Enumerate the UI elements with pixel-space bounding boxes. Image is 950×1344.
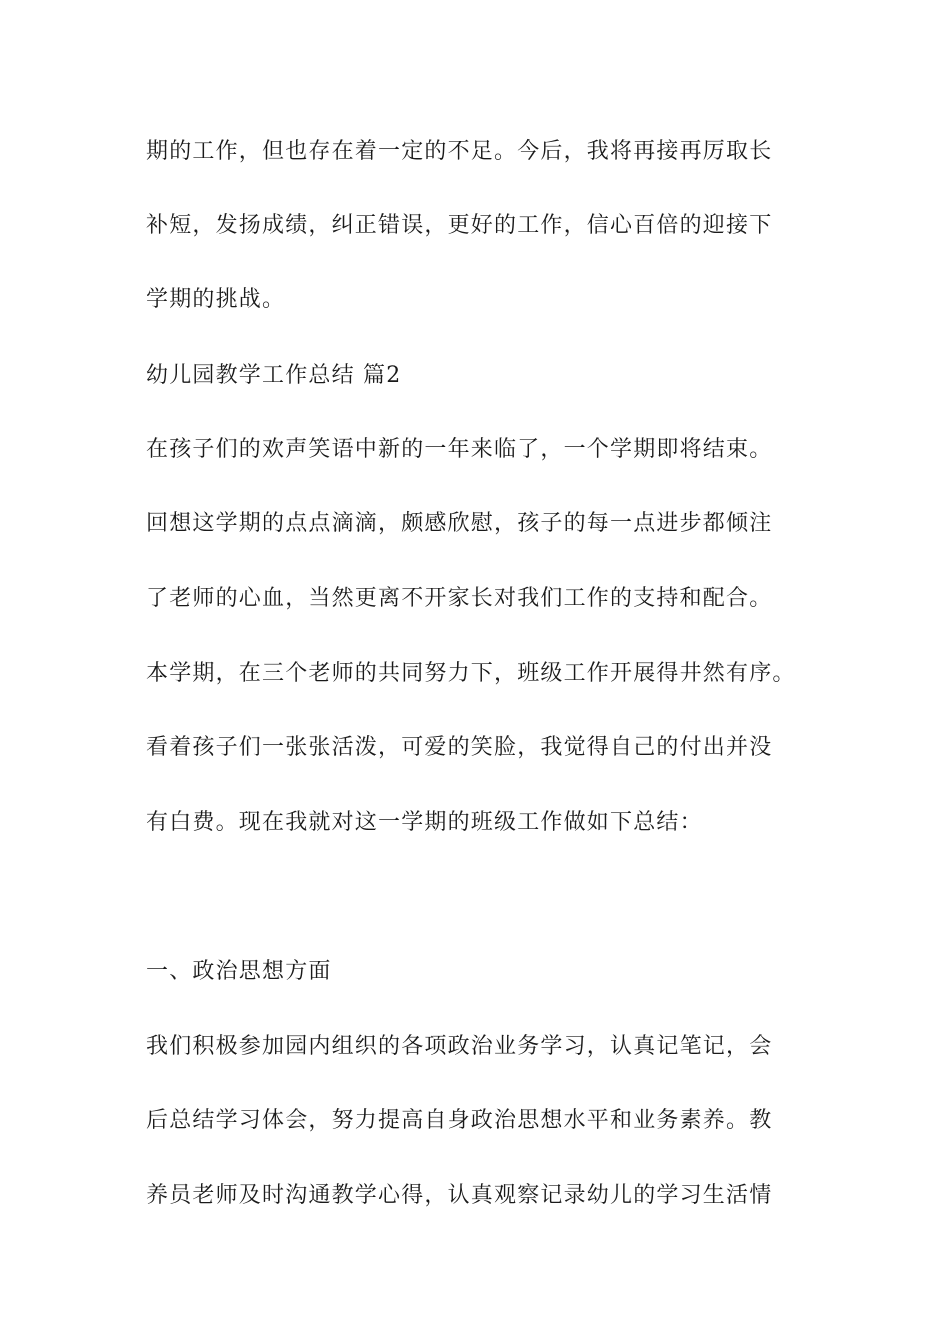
paragraph-line: 在孩子们的欢声笑语中新的一年来临了，一个学期即将结束。	[146, 437, 773, 462]
paragraph-line: 本学期，在三个老师的共同努力下，班级工作开展得井然有序。	[146, 661, 796, 686]
paragraph-line: 补短，发扬成绩，纠正错误，更好的工作，信心百倍的迎接下	[146, 213, 773, 238]
paragraph-line: 我们积极参加园内组织的各项政治业务学习，认真记笔记，会	[146, 1034, 773, 1059]
section-heading: 幼儿园教学工作总结 篇2	[146, 363, 402, 388]
paragraph-line: 后总结学习体会，努力提高自身政治思想水平和业务素养。教	[146, 1108, 773, 1133]
paragraph-line: 学期的挑战。	[146, 287, 286, 312]
paragraph-line: 回想这学期的点点滴滴，颇感欣慰，孩子的每一点进步都倾注	[146, 511, 773, 536]
paragraph-line: 了老师的心血，当然更离不开家长对我们工作的支持和配合。	[146, 586, 773, 611]
paragraph-line: 期的工作，但也存在着一定的不足。今后，我将再接再厉取长	[146, 139, 773, 164]
paragraph-line: 养员老师及时沟通教学心得，认真观察记录幼儿的学习生活情	[146, 1183, 773, 1208]
section-heading: 一、政治思想方面	[146, 959, 332, 984]
paragraph-line: 看着孩子们一张张活泼，可爱的笑脸，我觉得自己的付出并没	[146, 735, 773, 760]
paragraph-line: 有白费。现在我就对这一学期的班级工作做如下总结：	[146, 810, 703, 835]
